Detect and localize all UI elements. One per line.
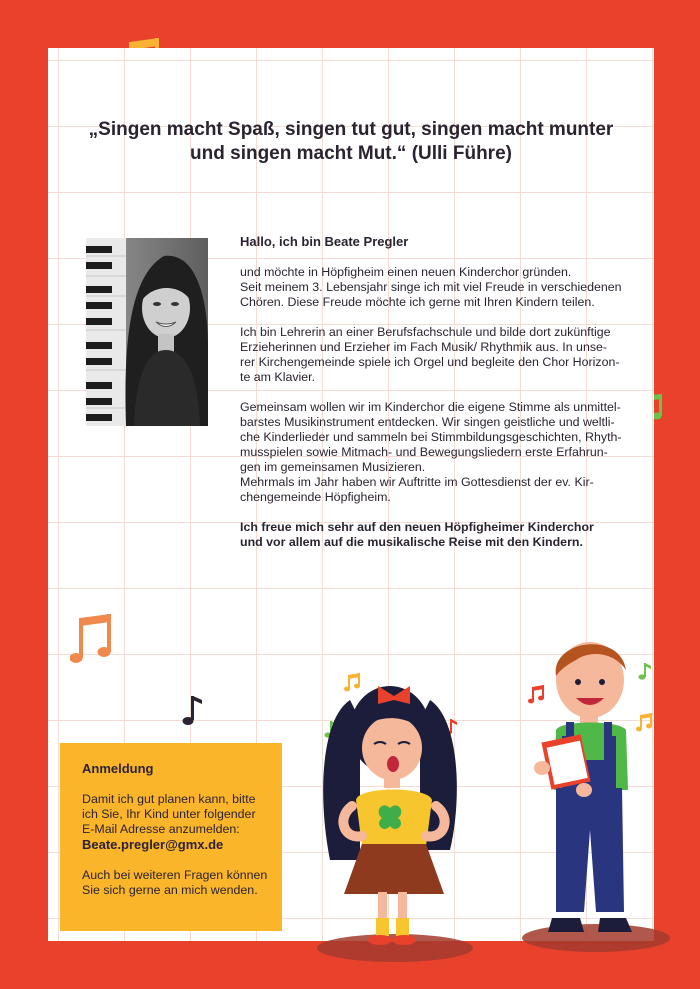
text-line: Damit ich gut planen kann, bitte [82,792,256,806]
registration-heading: Anmeldung [82,761,154,776]
music-note-icon [636,712,654,734]
music-note-icon [70,612,116,668]
bio-paragraph [240,400,624,505]
text-line: und möchte in Höpfigheim einen neuen Kinderchor gründen. [240,265,572,279]
quote-line-2: und singen macht Mut.“ (Ulli Führe) [190,143,512,164]
text-line: Gemeinsam wollen wir im Kinderchor die eigene Stimme als unmittel- [240,400,621,414]
bio-paragraph [240,265,624,310]
text-line: Mehrmals im Jahr haben wir Auftritte im Gottesdienst der ev. Kir- [240,475,594,489]
quote-line-1: „Singen macht Spaß, singen tut gut, singen macht munter [88,119,614,140]
text-line: Chören. Diese Freude möchte ich gerne mit Ihren Kindern teilen. [240,295,595,309]
text-line: Ich bin Lehrerin an einer Berufsfachschule und bilde dort zukünftige [240,325,611,339]
flyer-page [48,48,654,941]
text-line: ich Sie, Ihr Kind unter folgender [82,807,256,821]
closing-text [240,520,624,550]
text-line: E-Mail Adresse anzumelden: [82,822,240,836]
text-line: te am Klavier. [240,370,316,384]
text-line: chengemeinde Höpfigheim. [240,490,391,504]
music-note-icon [528,684,546,706]
registration-note [82,868,282,898]
music-note-icon [182,694,204,728]
music-note-icon [344,672,362,694]
registration-box [60,743,282,931]
text-line: barstes Musikinstrument entdecken. Wir singen geistliche und weltli- [240,415,615,429]
text-line: gen im gemeinsamen Musizieren. [240,460,426,474]
page-title [48,118,654,166]
text-line: und vor allem auf die musikalische Reise mit den Kindern. [240,535,583,549]
text-line: che Kinderlieder und sammeln bei Stimmbildungsgeschichten, Rhyth- [240,430,622,444]
music-note-icon [324,720,338,740]
bio-paragraph [240,325,624,385]
text-line: Erzieherinnen und Erzieher im Fach Musik/ Rhythmik aus. In unse- [240,340,608,354]
text-line: rer Kirchengemeinde spiele ich Orgel und begleite den Chor Horizon- [240,355,620,369]
text-line: Auch bei weiteren Fragen können [82,868,268,882]
registration-text [82,792,282,853]
text-line: Ich freue mich sehr auf den neuen Höpfigheimer Kinderchor [240,520,594,534]
bio-text [240,234,624,565]
text-line: Seit meinem 3. Lebensjahr singe ich mit viel Freude in verschiedenen [240,280,622,294]
music-note-icon [638,662,652,682]
email-link[interactable]: Beate.pregler@gmx.de [82,837,224,852]
text-line: Sie sich gerne an mich wenden. [82,883,258,897]
text-line: musspielen sowie Mitmach- und Bewegungsliedern erste Erfahrun- [240,445,608,459]
music-note-icon [444,718,458,738]
greeting: Hallo, ich bin Beate Pregler [240,234,409,249]
portrait-photo [86,238,208,426]
